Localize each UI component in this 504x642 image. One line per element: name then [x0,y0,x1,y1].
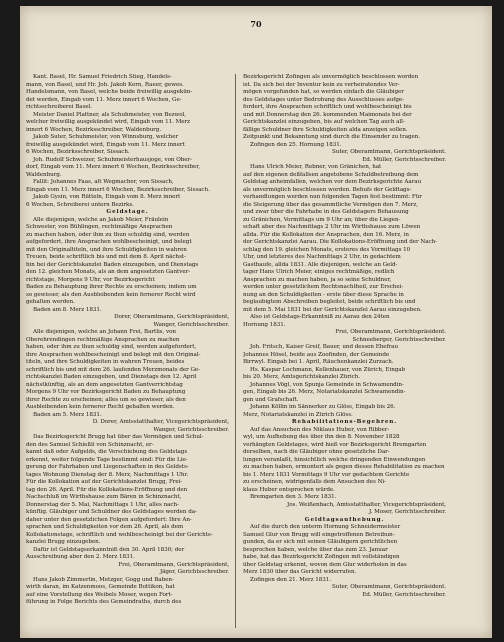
text-line: J. Moser, Gerichtsschreiber. [368,509,446,515]
text-line: erkennt, weiter folgende Tage bestimmt sind: Für die Lie- [26,456,188,463]
text-line: mit den Originaltiteln, und ihre Schuldigkeiten in wahren [26,246,187,253]
text-line: mann, von Basel, und Hr. Joh. Jakob Kern, Raeer, gewes. [26,81,184,88]
column-divider [235,74,236,628]
text-line: Bremgarten den 3. Merz 1831. [250,494,337,500]
text-line: künftig. Gläubiger und Schuldner des Geldstages werden da- [26,509,197,515]
text-line: beglaubigtem Abschreiben begleitet, beide schriftlich bis und [243,299,416,305]
text-line: titeln, und ihre Schuldigkeiten in wahren Treuen, beides [26,359,185,365]
text-line: verhandlungen werden nun folgenden Tagen fest bestimmt: Für [243,194,422,200]
text-line: werden unter gesetzlichem Rechtsnachtheil, zur Erschei- [243,284,404,290]
text-line: Dafür ist Geldstagserkanntniß den 30. April 1830; der [33,546,185,553]
text-line: nächstkünftig, als an dem angesetzten Gantverrichtstag [26,381,183,388]
text-line: daher unter den gesetzlichen Folgen aufgefordert: Ihre An- [26,516,192,523]
text-line: Ed. Müller, Gerichtsschreiber. [362,156,446,163]
text-line: Baden am 5. Merz 1831. [33,411,102,418]
text-line: det werden, Eingab vom 11. Merz innert 6 Wochen, Ge- [26,96,182,103]
text-line: Schneeberger, Gerichtsschreiber. [352,336,446,343]
text-line: Jäger, Gerichtsschreiber. [159,569,229,575]
text-line: Bezirksgericht Zofingen als unvermöglich beschlossen worden [243,74,419,80]
text-line: Frei, Oberamtmann, Gerichtspräsident. [335,329,446,335]
text-line: Merz 1830 über das Gericht widerrufen. [243,569,357,575]
text-line: den des Samuel Schießli von Schinznacht, er- [26,441,154,448]
text-line: klaus Huber entsprochen würde. [243,486,335,493]
text-line: kannt daß oder Aufgelds, die Verschiebung des Geldstags [26,449,188,455]
text-line: wirth daran, im Katzenmoos, Gemeinde Bottikon, hat [26,584,175,590]
text-line: Oberehrendingen rechtmäßige Ansprachen zu machen [26,336,180,343]
text-line: Johannes Vögl, von Spunja Gemeinde in Schwamendin- [250,381,404,388]
text-line: Auf das Ansuchen des Niklaus Huber, von Ribber- [250,426,390,433]
text-line: Hs. Kaspar Lochmann, Kellenhauer, von Zürich, Eingab [250,366,406,373]
text-line: Uhr, und letzteres des Nachmittags 2 Uhr, in gedachtem [243,254,401,260]
text-line: als unvermöglich beschlossen worden. Behufs der Geldtags- [243,186,412,193]
text-line: Samuel Glur von Brugg will eingetroffenen Betreibun- [243,531,395,538]
text-line: Ausbleibenden kein fernerer Recht gehalten werden. [26,404,175,410]
text-line: Zofingen den 25. Hornung 1831. [250,141,342,148]
text-line: Ausschreibung aber den 2. Merz 1831. [26,554,135,560]
text-line: so gewisser, als den Ausbleibenden kein fernerer Recht wird [26,291,196,298]
text-line: Fallit: Johannes Faas, alt Wegmacher, von Sissach, [33,179,174,185]
text-line: tages Wohnung Dienstag der 8. Merz, Nachmittags 1 Uhr. [26,471,189,478]
text-line: innert 6 Wochen, Bezirksschreiber, Waldenburg. [26,126,162,133]
text-line: der Gerichtskanzlei Aarau. Die Kollokations-Eröffnung und der Nach- [243,239,437,245]
text-line: des Geldstages unter Bedrohung des Ausschlusses aufge- [243,96,404,103]
text-line: zu machen haben, oder ihm zu thun schuldig sind, werden [26,231,190,238]
text-line: gehalten werden. [26,299,75,305]
text-line: Jakob Gysin, von Rütteln, Eingab vom 8. Merz innert [33,194,181,200]
text-line: allda. Für die Kollokation der Ansprachen, den 16. Merz, in [243,231,409,238]
text-line: Jakob Suter, Schuhmeister, von Winnsburg, welcher [33,134,179,140]
text-line: aufgefordert, ihre Ansprachen wohlbescheinigt, und belegt [26,239,192,245]
text-line: Auf die durch den unterm Hornung Schneidermeister [250,524,401,530]
text-line: Kant. Basel, Hr. Samuel Friedrich Stieg, Handels- [33,74,172,80]
text-line: gen, Eingab bis 26. Merz, Notariatskanzlei Schwamendin- [243,389,406,395]
text-line: fordert, ihre Ansprachen schriftlich und wohlbescheinigt bis [243,104,412,110]
text-line: richtskanzlei Baden einzugeben, und Dienstags den 12. April [26,374,197,380]
text-line: Frei, Oberamtmann, Gerichtspräsident, [118,561,229,568]
text-line: Hans Jakob Zimmerlin, Metzger, Gogg und Baben- [33,576,174,583]
text-line: Für die Kollokation auf der Gerichtskanzlei Brugg, Frei- [26,479,183,485]
text-line: ihre Ansprachen wohlbescheinigt und belegt mit den Original- [26,351,201,358]
section-heading: Geldtagsaufhebung. [304,516,385,523]
text-line: Morgens 9 Uhr vor Bezirksgericht Baden zu Behauptung [26,389,186,395]
text-line: den 12. gleichen Monats, als an dem angesetzten Gantver- [26,269,191,275]
text-line: schlag den 19. gleichen Monats, ersteres des Vormittags 10 [243,246,411,253]
text-line: ist. Da sich bei der Inventur kein zu verheiratendes Ver- [243,81,400,88]
text-line: Meister Daniel Plattner, als Schuhmeister, von Bezwol, [33,111,187,118]
text-line: mit dem 5. Mai 1831 bei der Gerichtskanzlei Aarau einzugeben. [243,306,422,313]
text-line: Joh. Fritsch, Kaiser Greif, Bauer, und dessen Ehefrau [250,344,399,350]
text-line: tag den 26. April. Für die Kollokations-Eröffnung und den [26,486,188,493]
text-line: kanzlei Brugg einzugeben. [26,539,101,545]
text-line: Kollokationstage, schriftlich und wohlbescheinigt bei der Gerichts- [26,531,213,538]
left-text-column [26,74,229,630]
section-heading: Geldstage. [106,209,149,215]
text-line: Waldenburg. [26,171,62,178]
text-line: Geldstag anheimfallen, welchen vor dem Bezirksgerichte Aarau [243,179,422,185]
text-line: Treuen, beide schriftlich bis und mit dem 8. April nächst- [26,254,186,260]
text-line: welcher freiwillig ausgekündet wird, Eingab vom 11. Merz [26,119,191,125]
text-line: Schwester, von Bühlingen, rechtmäßige Ansprachen [26,224,173,230]
text-line: Gerichtskanzlei einzugeben, bis auf welchen Tag auch all- [243,119,405,125]
text-line: richtsschreiberei Basel. [26,104,93,110]
text-line: Ed. Müller, Gerichtsschreiber. [362,591,446,598]
text-line: und zwar über die Fahrhabe in des Geldstagers Behausung [243,209,409,215]
text-line: Suter, Oberamtmann, Gerichtspräsident. [331,584,446,590]
text-line: Also ist Geldstags-Erkanntniß zu Aarau den 24ten [250,314,390,320]
right-text-column [243,74,446,630]
text-line: zu Gränichen, Vormittags um 9 Uhr an; über die Liegen- [243,216,401,223]
page-number: 70 [250,19,262,29]
text-line: auf den eigenen deßfallsen angetobene Schuldbetreibung dem [243,171,419,178]
section-heading: Rehabilitations-Begehren. [291,419,398,425]
text-line: Joh. Rudolf Schweizer, Schuhmeisterhausjoge, von Ober- [33,156,192,163]
text-line: Birrwyl. Eingab bei 1. April, Räuchenkanzlei Zurzach. [243,359,394,365]
text-line: gen und Grafschaft. [243,396,299,403]
text-line: besprochen haben, welche über das zum 23. Januar [243,546,388,553]
text-line: freiwillig ausgekündet wird, Eingab vom 11. Merz innert [26,141,185,148]
text-line: Eingab vom 11. Merz innert 6 Wochen, Bezirksschreiber, Sissach. [26,186,210,193]
text-line: Suter, Oberamtmann, Gerichtspräsident. [331,149,446,155]
text-line: Gasthaufe, allda 1831. Alle diejenigen, welche an Geld- [243,261,398,268]
text-line: Hans Ulrich Meier, Rebner, von Gränichen, hat [250,164,382,170]
text-line: lungen veranlaßt, hinsichtlich welche dringenden Einwendungen [243,456,426,463]
text-line: zu erscheinen, widrigenfalls dem Ansuchen des Ni- [243,479,387,485]
text-line: Wanger, Gerichtsschreiber. [153,321,229,328]
text-line: wyl, um Aufhebung des über ihn den 8. November 1828 [243,434,400,440]
text-line: Donnerstag der 5. Mai, Nachmittags 1 Uhr, alles nach- [26,501,179,508]
text-line: Zofingen den 21. Merz 1831. [250,576,332,583]
text-line: mögen vorgefunden hat, so werden einfach die Gläubiger [243,89,404,95]
text-line: fällige Schuldner ihre Schuldigkeiten alda anzeigen sollen. [243,126,408,133]
text-line: zu machen haben, ermuntert als gegen dieses Rehabilitation zu machen [243,464,445,470]
text-line: Jos. Weißenbach, Amtsstatthalter, Vicegerichtspräsident, [287,501,446,508]
text-line: derselben, nach die Gläubiger ohne gesetzliche Dar- [243,449,390,455]
text-line: dorf, Eingab vom 11. Merz innert 6 Wochen, Bezirksschreiber, [26,164,201,170]
text-line: 6 Wochen, Bezirksschreiber, Sissach. [26,149,130,155]
text-line: und mit Donnerstag den 26. kommenden Maimonats bei der [243,111,412,118]
text-line: auf eine Vorstellung des Weibels Moser, wegen Fort- [26,591,173,598]
text-line: nung an den Schuldigkeiten - erste über diese Sprache in [243,291,404,298]
text-line: Baden am 8. Merz 1831. [33,306,102,313]
text-line: Handelsmann, von Basel, welche beide freiwillig ausgekün- [26,89,193,95]
text-line: über Geldstag erkennt, wovon dem Glur widerholen in das [243,561,407,568]
text-line: tager Hans Ulrich Meier, einiges rechtmäßige, redlich [243,269,395,275]
text-line: verhängten Geldstages, wird hieß vor Bezirksgericht Bremgarten [243,441,427,448]
text-line: 6 Wochen, Schreiberei untern Bezirks. [26,201,134,208]
text-line: D. Dorer, Amtsstatthalter, Vicegerichtspräsident, [92,419,229,425]
text-line: bis 20. Merz, Amtsgerichtskanzlei Zürich. [243,374,360,380]
text-line: Merz, Notariatskanzlei in Zürich Glöss. [243,411,353,418]
text-line: Alle diejenigen, welche an Johann Frei, Bartlis, von [33,329,176,335]
text-line: Nachschluß im Wirthshause zum Bären in Schinznacht, [26,494,182,500]
text-line: Baden zu Behauptung ihrer Rechte zu erscheinen; indem um [26,284,197,290]
text-line: schaft aber des Nachmittags 2 Uhr im Wirthshause zum Löwen [243,224,421,230]
text-line: Johann Köllin im Sännerker zu Glöss, Eingab bis 26. [250,404,396,410]
text-line: die Steigerung über das gesammtliche Vermögen den 7. Merz, [243,201,419,208]
text-line: Das Bezirksgericht Brugg hat über das Vermögen und Schul- [33,434,204,440]
text-line: schriftlich bis und mit dem 26. laufenden Merzmonats der Ge- [26,366,200,373]
text-line: habe, hat das Bezirksgericht Zofingen mit vollständigen [243,554,400,560]
text-line: gunden, da er sich mit seinen Gläubigern gerichtlichen [243,539,398,545]
text-line: gerung der Fahrhaben und Liegenschaften in des Geldsts- [26,464,189,470]
text-line: führung in Folge Berichts des Gemeindraths, durch des [26,599,182,605]
text-line: bis 1. Merz 1831 Vormittags 9 Uhr vor gedachtem Gerichte [243,471,410,478]
text-line: hin bei der Gerichtskanzlei Baden einzugeben, und Dienstags [26,261,199,268]
text-line: Hornung 1831. [243,321,286,328]
text-line: Johannes Hösel, beide aus Zoofinden, der Gemeinde [243,351,390,358]
text-line: Zeitpunkt und Bekanntung sind durch die Einsender zu tragen. [243,134,421,140]
text-line: Dorer, Oberamtmann, Gerichtspräsident, [114,314,229,320]
text-line: haben, oder ihm zu thun schuldig sind, werden aufgefordert, [26,344,197,350]
text-line: Wanger, Gerichtsschreiber. [153,426,229,433]
text-line: ihrer Rechte zu erscheinen; alles um so gewisser, als den [26,396,186,403]
text-line: Ansprachen zu machen haben, ja so seine Schuldner, [243,276,392,283]
text-line: richtstage, Morgens 9 Uhr, vor Bezirksgericht [26,276,155,283]
text-line: Alle diejenigen, welche an Jakob Meier, Fräulein [33,216,169,223]
text-line: sprachen und Schuldigkeiten vor dem 26. April, als dem [26,524,184,530]
